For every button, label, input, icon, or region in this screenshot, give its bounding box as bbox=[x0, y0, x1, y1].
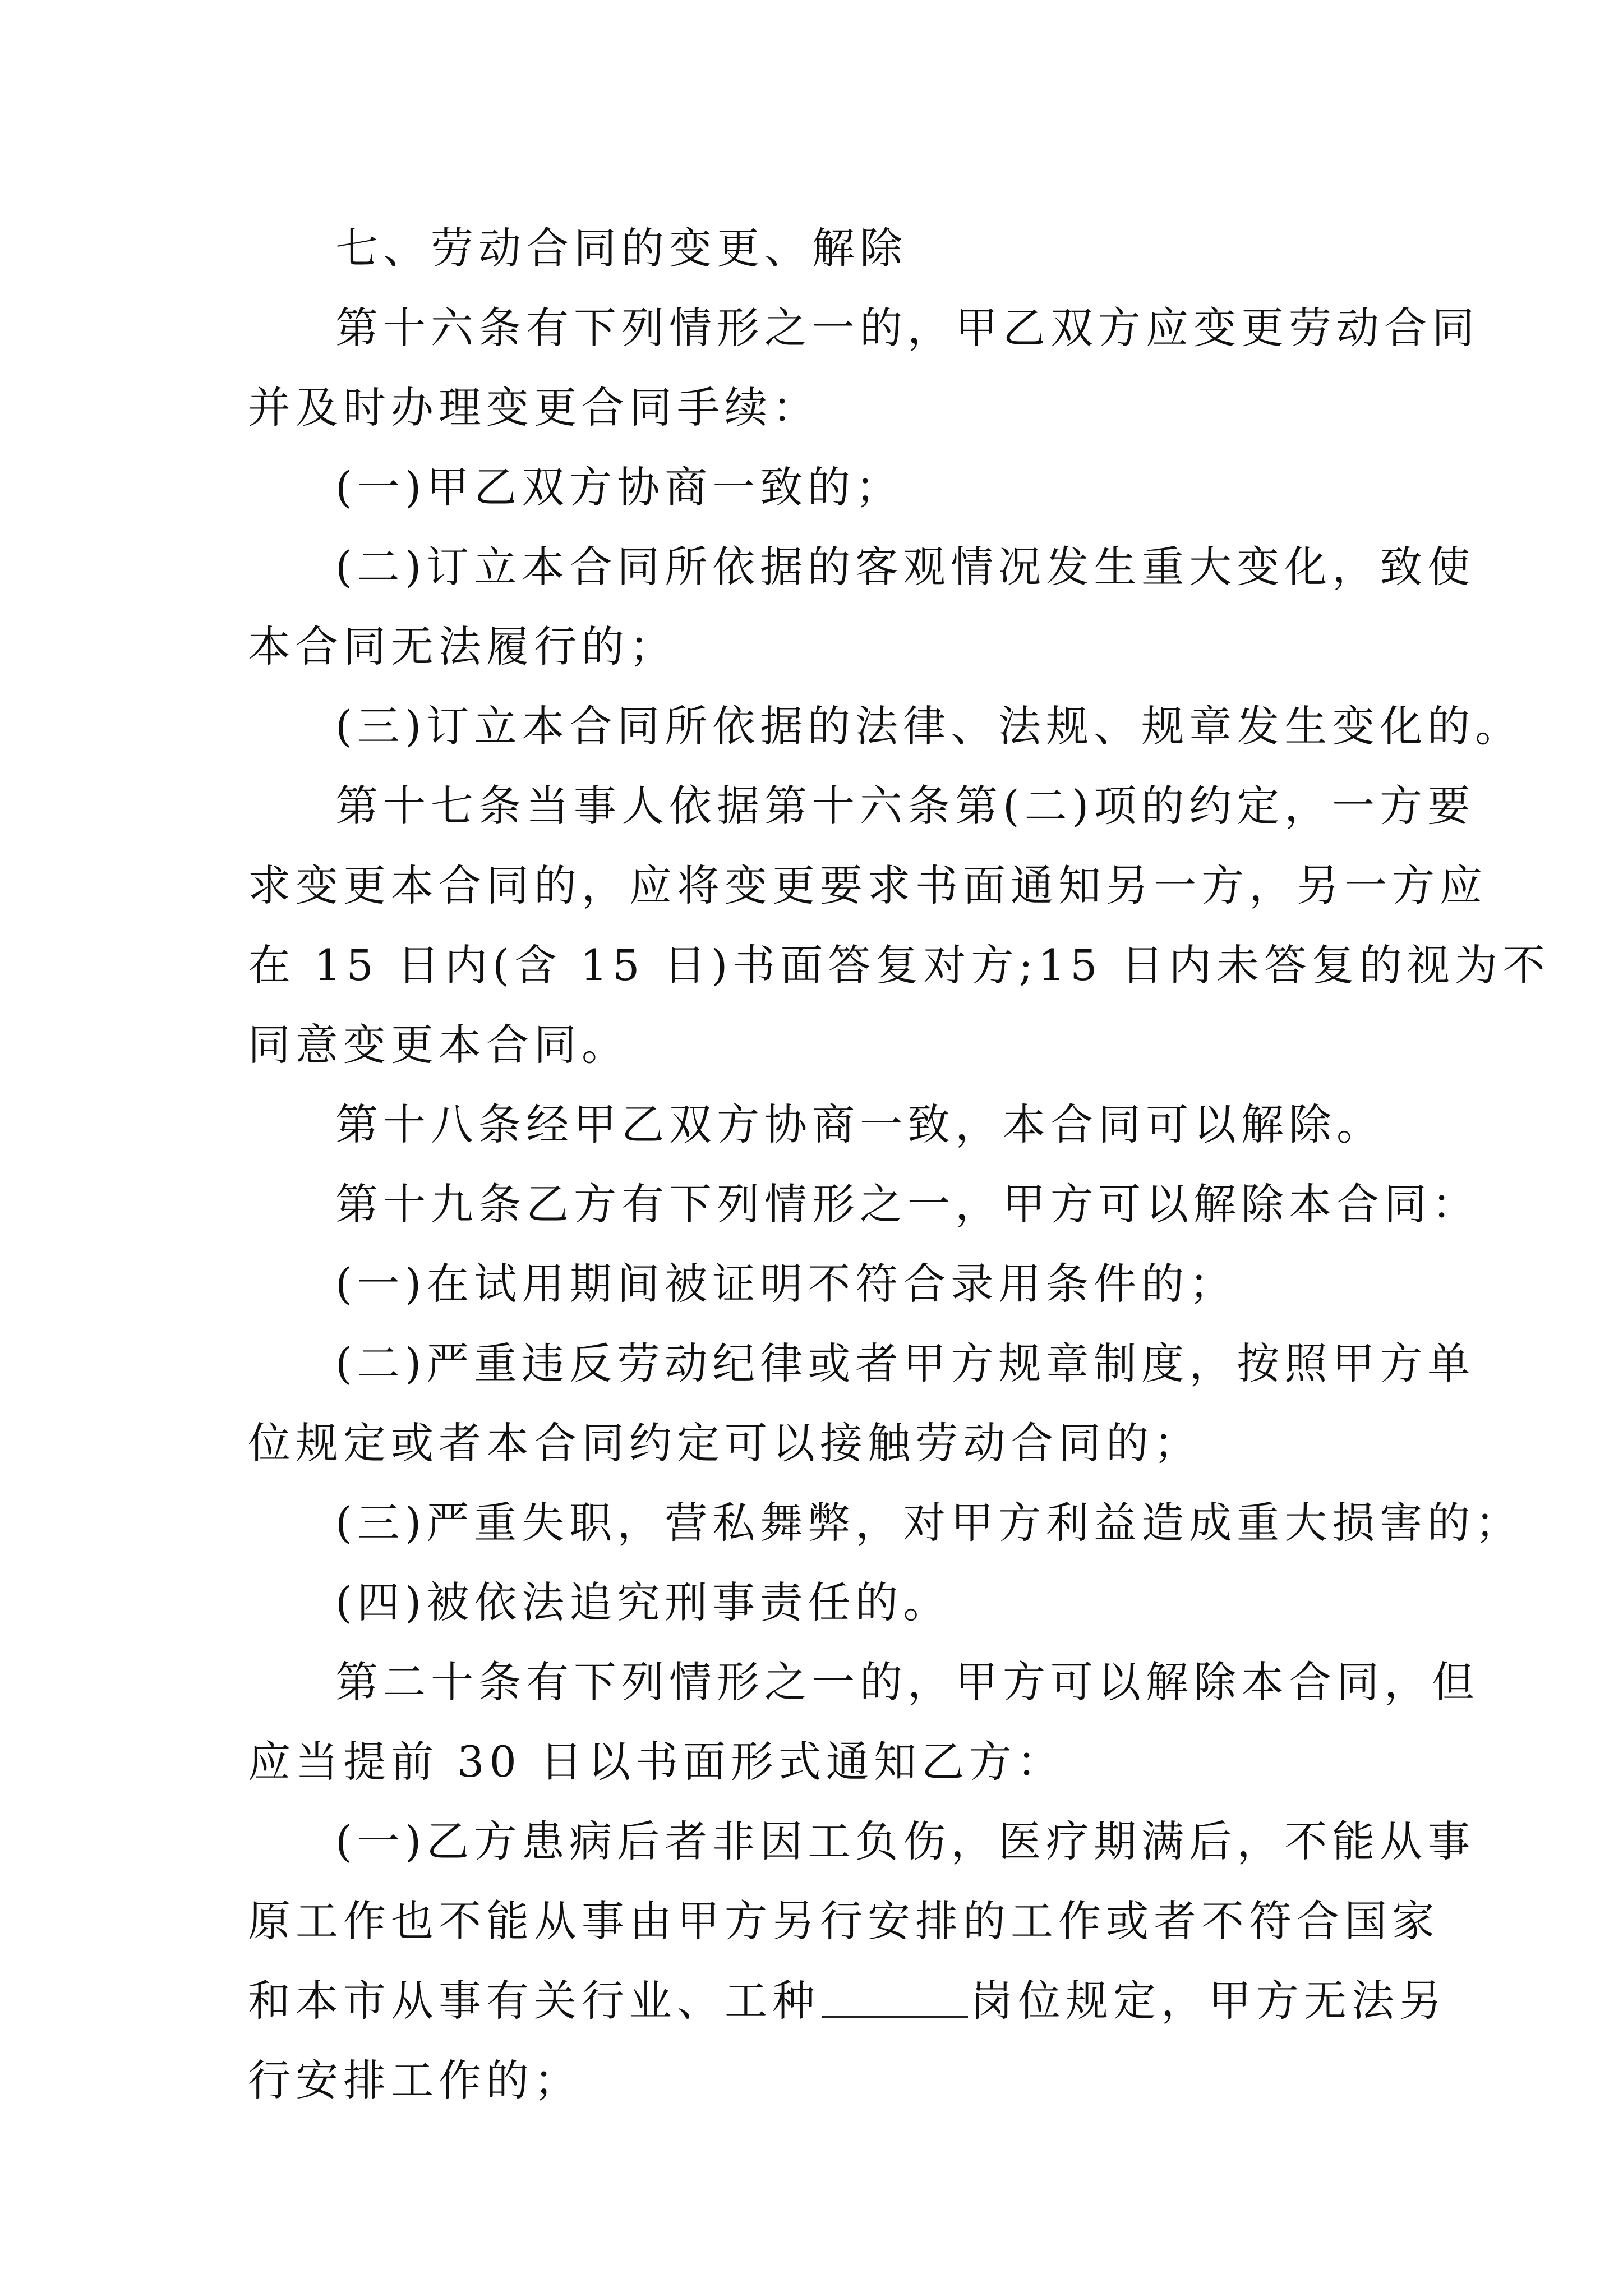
paragraph-line: 第十九条乙方有下列情形之一，甲方可以解除本合同： bbox=[335, 1179, 1479, 1229]
paragraph-line: 第十八条经甲乙双方协商一致，本合同可以解除。 bbox=[335, 1099, 1384, 1149]
paragraph-lines bbox=[248, 288, 1550, 1961]
paragraph-line-with-blank bbox=[248, 1961, 1447, 2041]
line-text-after-blank: 岗位规定，甲方无法另 bbox=[970, 1976, 1447, 2026]
paragraph-line: 第十六条有下列情形之一的，甲乙双方应变更劳动合同 bbox=[335, 303, 1479, 353]
paragraph-line: 应当提前 30 日以书面形式通知乙方： bbox=[248, 1737, 1065, 1787]
paragraph-line: (三)订立本合同所依据的法律、法规、规章发生变化的。 bbox=[335, 701, 1523, 751]
paragraph-line: 位规定或者本合同约定可以接触劳动合同的； bbox=[248, 1418, 1201, 1468]
line-text-before-blank: 和本市从事有关行业、工种 bbox=[248, 1976, 820, 2026]
paragraph-line: (一)在试用期间被证明不符合录用条件的； bbox=[335, 1259, 1237, 1309]
paragraph-line: (一)甲乙双方协商一致的； bbox=[335, 462, 903, 512]
fill-in-blank bbox=[822, 2014, 968, 2018]
document-body bbox=[248, 209, 1550, 2120]
paragraph-line: 原工作也不能从事由甲方另行安排的工作或者不符合国家 bbox=[248, 1896, 1440, 1946]
paragraph-line: 求变更本合同的，应将变更要求书面通知另一方，另一方应 bbox=[248, 861, 1487, 910]
section-heading: 七、劳动合同的变更、解除 bbox=[335, 223, 907, 273]
paragraph-line: (二)订立本合同所依据的客观情况发生重大变化，致使 bbox=[335, 542, 1476, 592]
paragraph-line: (四)被依法追究刑事责任的。 bbox=[335, 1577, 951, 1627]
paragraph-line: 第二十条有下列情形之一的，甲方可以解除本合同，但 bbox=[335, 1657, 1479, 1707]
paragraph-line: 同意变更本合同。 bbox=[248, 1020, 629, 1070]
paragraph-line-last: 行安排工作的； bbox=[248, 2055, 582, 2105]
paragraph-line: 并及时办理变更合同手续： bbox=[248, 383, 820, 432]
paragraph-line: 第十七条当事人依据第十六条第(二)项的约定，一方要 bbox=[335, 781, 1476, 831]
paragraph-line: (三)严重失职，营私舞弊，对甲方利益造成重大损害的； bbox=[335, 1498, 1523, 1548]
paragraph-line: (二)严重违反劳动纪律或者甲方规章制度，按照甲方单 bbox=[335, 1338, 1476, 1388]
paragraph-line: (一)乙方患病后者非因工负伤，医疗期满后，不能从事 bbox=[335, 1816, 1476, 1866]
paragraph-line: 在 15 日内(含 15 日)书面答复对方;15 日内未答复的视为不 bbox=[248, 940, 1550, 990]
paragraph-line: 本合同无法履行的； bbox=[248, 622, 677, 671]
